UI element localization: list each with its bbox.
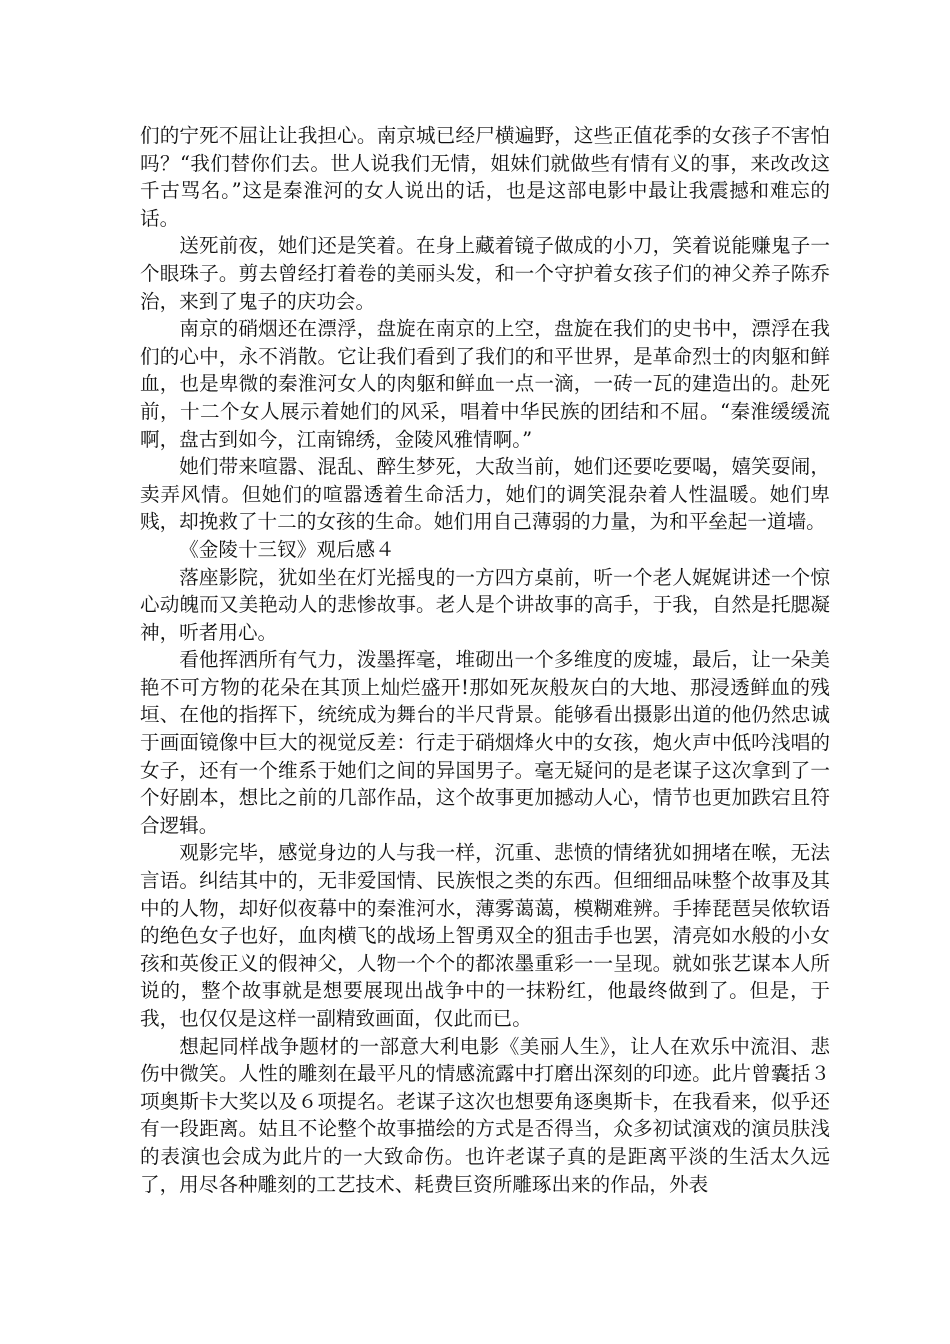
paragraph-7: 观影完毕，感觉身边的人与我一样，沉重、悲愤的情绪犹如拥堵在喉，无法言语。纠结其中的，无非爱国情、民族恨之类的东西。但细细品味整个故事及其中的人物，却好似夜幕中的秦淮河水，薄雾蔼蔼，模糊难辨。手捧琵琶吴侬软语的绝色女子也好，血肉横飞的战场上智勇双全的狙击手也罢，清亮如水般的小女孩和英俊正义的假神父，人物一个个的都浓墨重彩一一呈现。就如张艺谋本人所说的，整个故事就是想要展现出战争中的一抹粉红，他最终做到了。但是，于我，也仅仅是这样一副精致画面，仅此而已。	[140, 841, 830, 1030]
paragraph-6: 看他挥洒所有气力，泼墨挥毫，堆砌出一个多维度的废墟，最后，让一朵美艳不可方物的花朵在其顶上灿烂盛开!那如死灰般灰白的大地、那浸透鲜血的残垣、在他的指挥下，统统成为舞台的半尺背景。能够看出摄影出道的他仍然忠诚于画面镜像中巨大的视觉反差：行走于硝烟烽火中的女孩，炮火声中低吟浅唱的女子，还有一个维系于她们之间的异国男子。毫无疑问的是老谋子这次拿到了一个好剧本，想比之前的几部作品，这个故事更加撼动人心，情节也更加跌宕且符合逻辑。	[140, 648, 830, 837]
paragraph-2: 送死前夜，她们还是笑着。在身上藏着镜子做成的小刀，笑着说能赚鬼子一个眼珠子。剪去曾经打着卷的美丽头发，和一个守护着女孩子们的神父养子陈乔治，来到了鬼子的庆功会。	[140, 234, 830, 313]
document-body	[140, 122, 830, 1198]
paragraph-3: 南京的硝烟还在漂浮，盘旋在南京的上空，盘旋在我们的史书中，漂浮在我们的心中，永不消散。它让我们看到了我们的和平世界，是革命烈士的肉躯和鲜血，也是卑微的秦淮河女人的肉躯和鲜血一点一滴，一砖一瓦的建造出的。赴死前，十二个女人展示着她们的风采，唱着中华民族的团结和不屈。“秦淮缓缓流啊，盘古到如今，江南锦绣，金陵风雅情啊。”	[140, 317, 830, 451]
paragraph-4: 她们带来喧嚣、混乱、醉生梦死，大敌当前，她们还要吃要喝，嬉笑耍闹，卖弄风情。但她们的喧嚣透着生命活力，她们的调笑混杂着人性温暖。她们卑贱，却挽救了十二的女孩的生命。她们用自己薄弱的力量，为和平垒起一道墙。	[140, 455, 830, 534]
paragraph-1: 们的宁死不屈让让我担心。南京城已经尸横遍野，这些正值花季的女孩子不害怕吗？“我们替你们去。世人说我们无情，姐妹们就做些有情有义的事，来改改这千古骂名。”这是秦淮河的女人说出的话，也是这部电影中最让我震撼和难忘的话。	[140, 124, 830, 230]
section-title: 《金陵十三钗》观后感４	[179, 537, 395, 561]
paragraph-8: 想起同样战争题材的一部意大利电影《美丽人生》，让人在欢乐中流泪、悲伤中微笑。人性的雕刻在最平凡的情感流露中打磨出深刻的印迹。此片曾囊括３项奥斯卡大奖以及６项提名。老谋子这次也想要角逐奥斯卡，在我看来，似乎还有一段距离。姑且不论整个故事描绘的方式是否得当，众多初试演戏的演员肤浅的表演也会成为此片的一大致命伤。也许老谋子真的是距离平淡的生活太久远了，用尽各种雕刻的工艺技术、耗费巨资所雕琢出来的作品，外表	[140, 1034, 830, 1196]
paragraph-5: 落座影院，犹如坐在灯光摇曳的一方四方桌前，听一个老人娓娓讲述一个惊心动魄而又美艳动人的悲惨故事。老人是个讲故事的高手，于我，自然是托腮凝神，听者用心。	[140, 565, 830, 644]
